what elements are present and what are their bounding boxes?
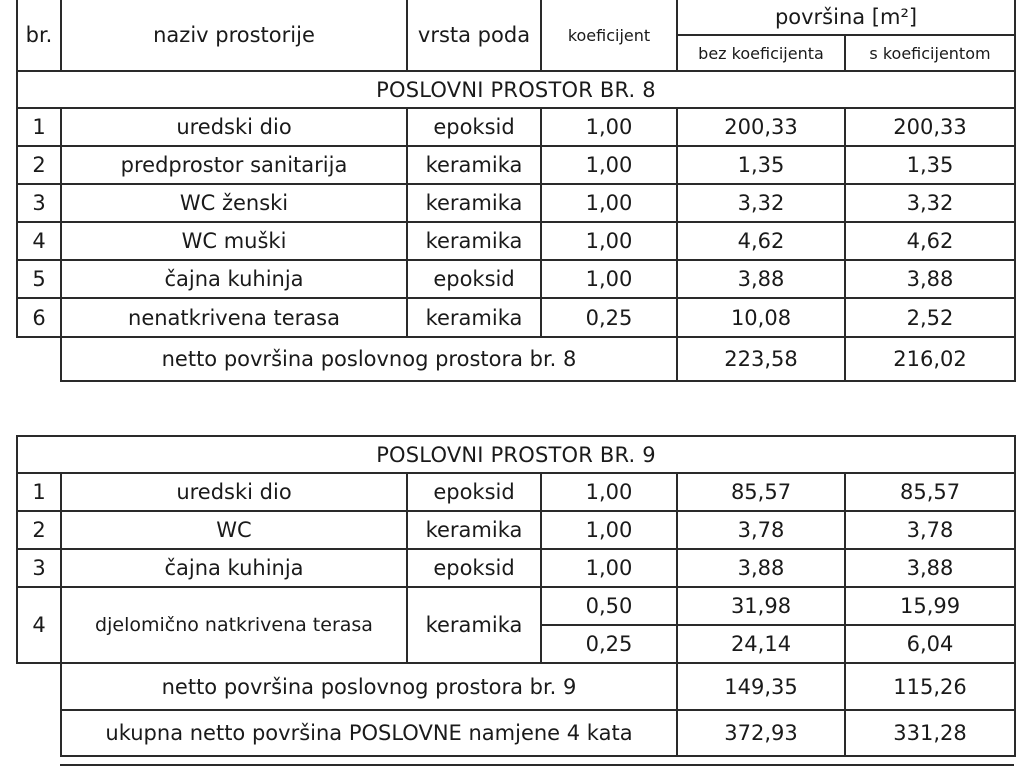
table-row bbox=[17, 511, 1015, 549]
bottom-divider bbox=[60, 764, 1014, 766]
cell-naziv: uredski dio bbox=[61, 108, 407, 146]
cell-br: 3 bbox=[17, 184, 61, 222]
cell-naziv: čajna kuhinja bbox=[61, 260, 407, 298]
cell-koef: 1,00 bbox=[541, 260, 677, 298]
total-bez-8: 223,58 bbox=[677, 337, 845, 381]
grand-total-s: 331,28 bbox=[845, 710, 1015, 756]
cell-vrsta: keramika bbox=[407, 146, 541, 184]
cell-s: 3,32 bbox=[845, 184, 1015, 222]
grand-total-bez: 372,93 bbox=[677, 710, 845, 756]
table-row bbox=[17, 587, 1015, 625]
cell-vrsta: epoksid bbox=[407, 260, 541, 298]
cell-vrsta: keramika bbox=[407, 587, 541, 663]
cell-s: 6,04 bbox=[845, 625, 1015, 663]
total-bez-9: 149,35 bbox=[677, 663, 845, 710]
cell-koef: 0,25 bbox=[541, 298, 677, 337]
header-br: br. bbox=[17, 0, 61, 71]
grand-total-row bbox=[17, 710, 1015, 756]
table-row bbox=[17, 184, 1015, 222]
cell-br: 2 bbox=[17, 146, 61, 184]
cell-koef: 1,00 bbox=[541, 549, 677, 587]
cell-naziv: WC ženski bbox=[61, 184, 407, 222]
cell-vrsta: epoksid bbox=[407, 473, 541, 511]
cell-bez: 10,08 bbox=[677, 298, 845, 337]
table-row bbox=[17, 146, 1015, 184]
cell-br: 1 bbox=[17, 473, 61, 511]
table-row bbox=[17, 473, 1015, 511]
table-row bbox=[17, 222, 1015, 260]
cell-koef: 1,00 bbox=[541, 184, 677, 222]
cell-br: 1 bbox=[17, 108, 61, 146]
area-table-prostor-8 bbox=[16, 0, 1016, 382]
cell-s: 4,62 bbox=[845, 222, 1015, 260]
cell-s: 15,99 bbox=[845, 587, 1015, 625]
cell-br: 4 bbox=[17, 222, 61, 260]
cell-bez: 31,98 bbox=[677, 587, 845, 625]
cell-vrsta: epoksid bbox=[407, 549, 541, 587]
cell-s: 1,35 bbox=[845, 146, 1015, 184]
section-title-8: POSLOVNI PROSTOR BR. 8 bbox=[17, 71, 1015, 108]
cell-naziv: djelomično natkrivena terasa bbox=[61, 587, 407, 663]
section-title-9: POSLOVNI PROSTOR BR. 9 bbox=[17, 436, 1015, 473]
cell-vrsta: keramika bbox=[407, 298, 541, 337]
cell-br: 2 bbox=[17, 511, 61, 549]
total-label-9: netto površina poslovnog prostora br. 9 bbox=[61, 663, 677, 710]
total-row bbox=[17, 337, 1015, 381]
cell-naziv: WC bbox=[61, 511, 407, 549]
total-s-8: 216,02 bbox=[845, 337, 1015, 381]
header-povrsina: površina [m²] bbox=[677, 0, 1015, 35]
cell-br: 4 bbox=[17, 587, 61, 663]
cell-naziv: čajna kuhinja bbox=[61, 549, 407, 587]
cell-bez: 4,62 bbox=[677, 222, 845, 260]
cell-koef: 1,00 bbox=[541, 108, 677, 146]
cell-naziv: nenatkrivena terasa bbox=[61, 298, 407, 337]
cell-bez: 200,33 bbox=[677, 108, 845, 146]
cell-naziv: uredski dio bbox=[61, 473, 407, 511]
cell-br: 6 bbox=[17, 298, 61, 337]
cell-br: 3 bbox=[17, 549, 61, 587]
cell-s: 3,88 bbox=[845, 260, 1015, 298]
cell-bez: 24,14 bbox=[677, 625, 845, 663]
cell-bez: 3,88 bbox=[677, 260, 845, 298]
cell-koef: 0,50 bbox=[541, 587, 677, 625]
header-koeficijent: koeficijent bbox=[541, 0, 677, 71]
cell-koef: 1,00 bbox=[541, 473, 677, 511]
table-row bbox=[17, 108, 1015, 146]
cell-koef: 1,00 bbox=[541, 511, 677, 549]
cell-bez: 3,32 bbox=[677, 184, 845, 222]
cell-naziv: WC muški bbox=[61, 222, 407, 260]
cell-bez: 85,57 bbox=[677, 473, 845, 511]
cell-s: 200,33 bbox=[845, 108, 1015, 146]
header-s-koeficijentom: s koeficijentom bbox=[845, 35, 1015, 71]
header-naziv: naziv prostorije bbox=[61, 0, 407, 71]
cell-koef: 1,00 bbox=[541, 222, 677, 260]
cell-koef: 1,00 bbox=[541, 146, 677, 184]
cell-naziv: predprostor sanitarija bbox=[61, 146, 407, 184]
cell-s: 3,78 bbox=[845, 511, 1015, 549]
header-vrsta: vrsta poda bbox=[407, 0, 541, 71]
total-s-9: 115,26 bbox=[845, 663, 1015, 710]
total-label-8: netto površina poslovnog prostora br. 8 bbox=[61, 337, 677, 381]
cell-vrsta: keramika bbox=[407, 222, 541, 260]
cell-bez: 3,88 bbox=[677, 549, 845, 587]
cell-br: 5 bbox=[17, 260, 61, 298]
area-table-prostor-9 bbox=[16, 435, 1016, 757]
table-row bbox=[17, 260, 1015, 298]
grand-total-label: ukupna netto površina POSLOVNE namjene 4 kata bbox=[61, 710, 677, 756]
header-bez-koeficijenta: bez koeficijenta bbox=[677, 35, 845, 71]
cell-vrsta: keramika bbox=[407, 511, 541, 549]
cell-bez: 1,35 bbox=[677, 146, 845, 184]
cell-vrsta: epoksid bbox=[407, 108, 541, 146]
cell-bez: 3,78 bbox=[677, 511, 845, 549]
cell-koef: 0,25 bbox=[541, 625, 677, 663]
table-row bbox=[17, 549, 1015, 587]
cell-vrsta: keramika bbox=[407, 184, 541, 222]
cell-s: 3,88 bbox=[845, 549, 1015, 587]
table-row bbox=[17, 298, 1015, 337]
cell-s: 2,52 bbox=[845, 298, 1015, 337]
total-row bbox=[17, 663, 1015, 710]
cell-s: 85,57 bbox=[845, 473, 1015, 511]
